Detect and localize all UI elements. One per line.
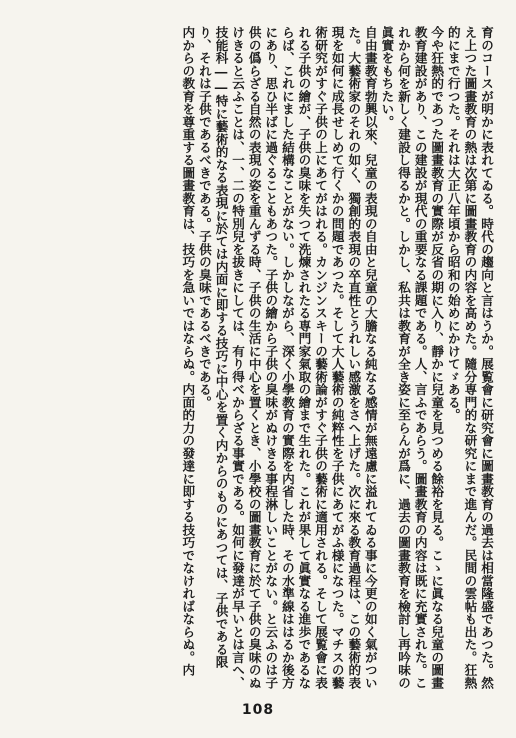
paragraph: 自由畫教育勃興以來、兒童の表現の自由と兒童の大膽なる純なる感情が無遠慮に溢れてゐる事に今更の如く氣がついた。大藝術家のそれの如く、獨創的表現の卒直性とうれしい感激をさへ上げた。次に來る教育過程は、この藝術的表現を如何に成長せしめて行くかの問題であつた。そして大人藝術の純粹性を子供にあてがふ様になつた。マチスの藝術研究がすぐ子供の上にあてがはれる。カンジンスキーの藝術論がすぐ子供の藝術に適用される。そして展覧會に表れる子供の繪が、子供の臭味を失つて洗煉されたる専門家氣取の繪まで生れた。これが果して眞實なる進歩であるならば、これにました結構なことがない。しかしながら、深く小學教育の實際を内省した時、その水準線ははるか後方にあり、思ひ半ばに過ぐることもあつた。子供の繪から子供の臭味がぬけきる事程淋しいことがない。と云ふのは子供の僞らざる自然の表現の姿を重んずる時、子供の生活に中心を置くとき、小學校の圖畫教育に於て子供の臭味のぬけきると云ふことは、一、二の特別兒を拔きにしては、有り得べからざる事實である。如何に發達が早いとは言へ、技能科――特に藝術的なる表現に於ては内面に即する技巧に中心を置く内からのものにあつては、子供である限り、それは子供であるべきである。子供の臭味であるべきである。 [196,26,378,689]
page-number: 108 [241,702,275,718]
vertical-text-body [32,26,494,690]
paragraph: 内からの教育を尊重する圖畫教育は、技巧を急いではならぬ。内面的力の發達に即する技巧でなければならぬ。内 [180,26,196,677]
paragraph: 育のコースが明かに表れてゐる。時代の趨向と言はうか。展覧會に研究會に圖畫教育の過去は相當隆盛であつた。然え上つた圖畫教育の熱は次第に圖畫教育の内容を高めた。隨分専門的な研究にまで進んだ。民間の雲帖も出た。狂熱的にまで行つた。それは大正八年頃から昭和の始めにかけてゞある。 [445,26,494,689]
paragraph: 今や狂熱的であつた圖畫教育の實際が反省の期に入り、靜かに兒童を見つめる餘裕を見る。こゝに眞なる兒童の圖畫教育建設があり、この建設が現代の重要なる課題である。人、言ふであらう。圖畫教育の内容は既に充實された。これから何を新しく建設し得るかと。しかし、私共は教育が全き姿に至らんが爲に、過去の圖畫教育を檢討し再吟味の眞實をもちたい。 [379,26,445,689]
